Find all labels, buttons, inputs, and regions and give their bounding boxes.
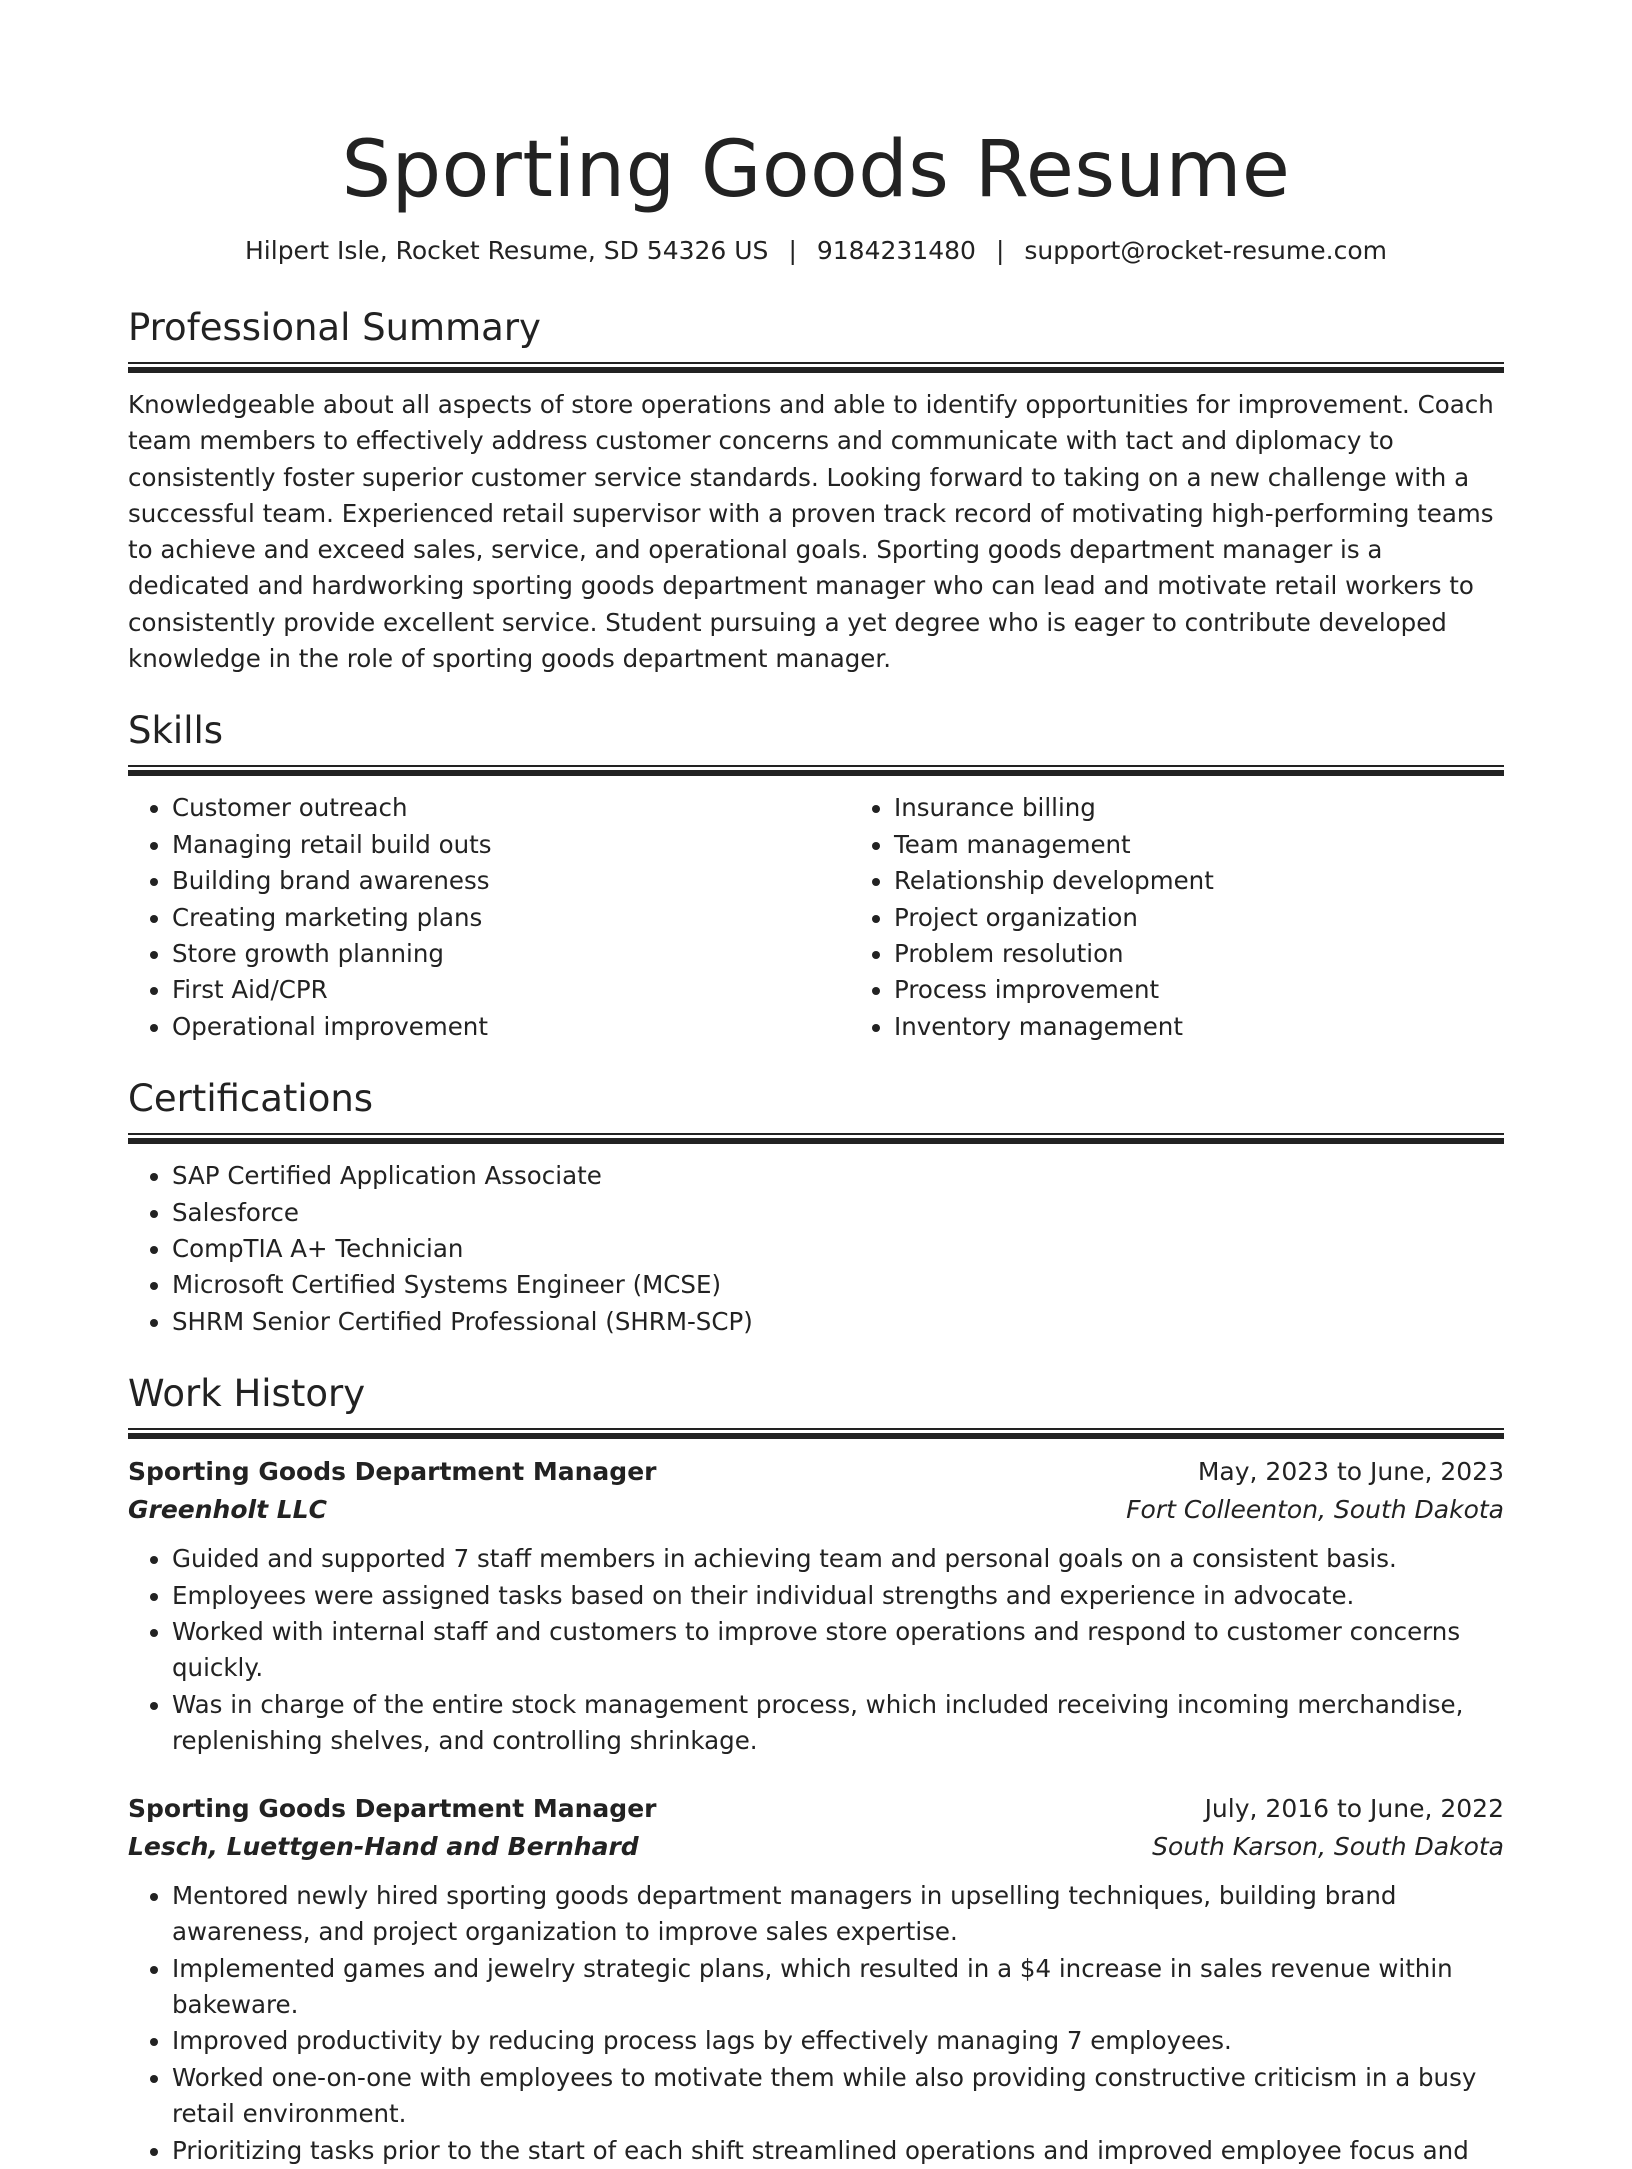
resume-page xyxy=(128,0,1504,2169)
certifications-list xyxy=(128,1158,1504,1340)
section-divider xyxy=(128,362,1504,373)
skills-columns xyxy=(128,790,1504,1045)
certification-item: • Microsoft Certified Systems Engineer (MCSE) xyxy=(172,1267,1504,1303)
skill-item: • Building brand awareness xyxy=(172,863,850,899)
certification-item: • CompTIA A+ Technician xyxy=(172,1231,1504,1267)
section-divider xyxy=(128,1133,1504,1144)
job-bullet: • Prioritizing tasks prior to the start of each shift streamlined operations and improved employee focus and xyxy=(172,2133,1504,2169)
job-bullet: • Employees were assigned tasks based on their individual strengths and experience in advocate. xyxy=(172,1578,1504,1614)
certifications-heading: Certifications xyxy=(128,1077,374,1121)
section-divider xyxy=(128,765,1504,776)
skills-section xyxy=(128,707,1504,1045)
skill-item: • Creating marketing plans xyxy=(172,900,850,936)
skill-item: • Process improvement xyxy=(894,972,1504,1008)
job-bullet: • Guided and supported 7 staff members in achieving team and personal goals on a consistent basis. xyxy=(172,1541,1504,1577)
job-title: Sporting Goods Department Manager xyxy=(128,1457,657,1487)
skill-item: • Customer outreach xyxy=(172,790,850,826)
resume-title: Sporting Goods Resume xyxy=(341,125,1291,215)
skill-item: • Managing retail build outs xyxy=(172,827,850,863)
job-bullet: • Mentored newly hired sporting goods department managers in upselling techniques, building brand awareness, and project organization to improve sales expertise. xyxy=(172,1878,1504,1951)
job-location: Fort Colleenton, South Dakota xyxy=(1126,1495,1504,1525)
job-company: Lesch, Luettgen-Hand and Bernhard xyxy=(128,1831,639,1861)
summary-heading: Professional Summary xyxy=(128,306,541,349)
skill-item: • Store growth planning xyxy=(172,936,850,972)
contact-phone: 9184231480 xyxy=(816,236,976,265)
certification-item: • SHRM Senior Certified Professional (SHRM-SCP) xyxy=(172,1304,1504,1340)
job-dates: July, 2016 to June, 2022 xyxy=(1204,1793,1504,1823)
skill-item: • First Aid/CPR xyxy=(172,972,850,1008)
job-company: Greenholt LLC xyxy=(128,1495,327,1525)
skill-item: • Team management xyxy=(894,827,1504,863)
work-history-heading: Work History xyxy=(128,1372,366,1416)
job-bullets xyxy=(128,1878,1504,2169)
certifications-section xyxy=(128,1075,1504,1340)
work-history-section xyxy=(128,1370,1504,2169)
job-bullets xyxy=(128,1541,1504,1759)
skills-heading: Skills xyxy=(128,709,224,753)
job-bullet: • Was in charge of the entire stock management process, which included receiving incoming merchandise, replenishing shelves, and controlling shrinkage. xyxy=(172,1687,1504,1760)
job-header-row xyxy=(128,1453,1504,1491)
job-company-row xyxy=(128,1491,1504,1529)
job-bullet: • Improved productivity by reducing process lags by effectively managing 7 employees. xyxy=(172,2023,1504,2059)
job-location: South Karson, South Dakota xyxy=(1152,1831,1504,1861)
job-dates: May, 2023 to June, 2023 xyxy=(1197,1457,1504,1487)
job-bullet: • Implemented games and jewelry strategic plans, which resulted in a $4 increase in sales revenue within bakeware. xyxy=(172,1951,1504,2024)
contact-line xyxy=(128,234,1504,268)
skill-item: • Inventory management xyxy=(894,1009,1504,1045)
contact-email: support@rocket-resume.com xyxy=(1024,236,1387,265)
section-divider xyxy=(128,1428,1504,1439)
job-entry xyxy=(128,1790,1504,2169)
contact-separator: | xyxy=(995,236,1005,265)
job-title: Sporting Goods Department Manager xyxy=(128,1793,657,1823)
contact-address: Hilpert Isle, Rocket Resume, SD 54326 US xyxy=(245,236,769,265)
summary-text: Knowledgeable about all aspects of store operations and able to identify opportunities for improvement. Coach team members to effectively address customer concerns and communicate with tact and diplomacy to consistently foster superior customer service standards. Looking forward to taking on a new challenge with a successful team. Experienced retail supervisor with a proven track record of motivating high-performing teams to achieve and exceed sales, service, and operational goals. Sporting goods department manager is a dedicated and hardworking sporting goods department manager who can lead and motivate retail workers to consistently provide excellent service. Student pursuing a yet degree who is eager to contribute developed knowledge in the role of sporting goods department manager. xyxy=(128,390,1494,674)
job-company-row xyxy=(128,1828,1504,1866)
skills-list-right xyxy=(850,790,1504,1045)
summary-section xyxy=(128,304,1504,677)
job-bullet: • Worked one-on-one with employees to motivate them while also providing constructive criticism in a busy retail environment. xyxy=(172,2060,1504,2133)
certification-item: • SAP Certified Application Associate xyxy=(172,1158,1504,1194)
skill-item: • Project organization xyxy=(894,900,1504,936)
skill-item: • Insurance billing xyxy=(894,790,1504,826)
contact-separator: | xyxy=(788,236,797,265)
skill-item: • Relationship development xyxy=(894,863,1504,899)
job-entry xyxy=(128,1453,1504,1759)
skill-item: • Operational improvement xyxy=(172,1009,850,1045)
skills-list-left xyxy=(128,790,850,1045)
skill-item: • Problem resolution xyxy=(894,936,1504,972)
job-bullet: • Worked with internal staff and customers to improve store operations and respond to customer concerns quickly. xyxy=(172,1614,1504,1687)
certification-item: • Salesforce xyxy=(172,1195,1504,1231)
job-header-row xyxy=(128,1790,1504,1828)
